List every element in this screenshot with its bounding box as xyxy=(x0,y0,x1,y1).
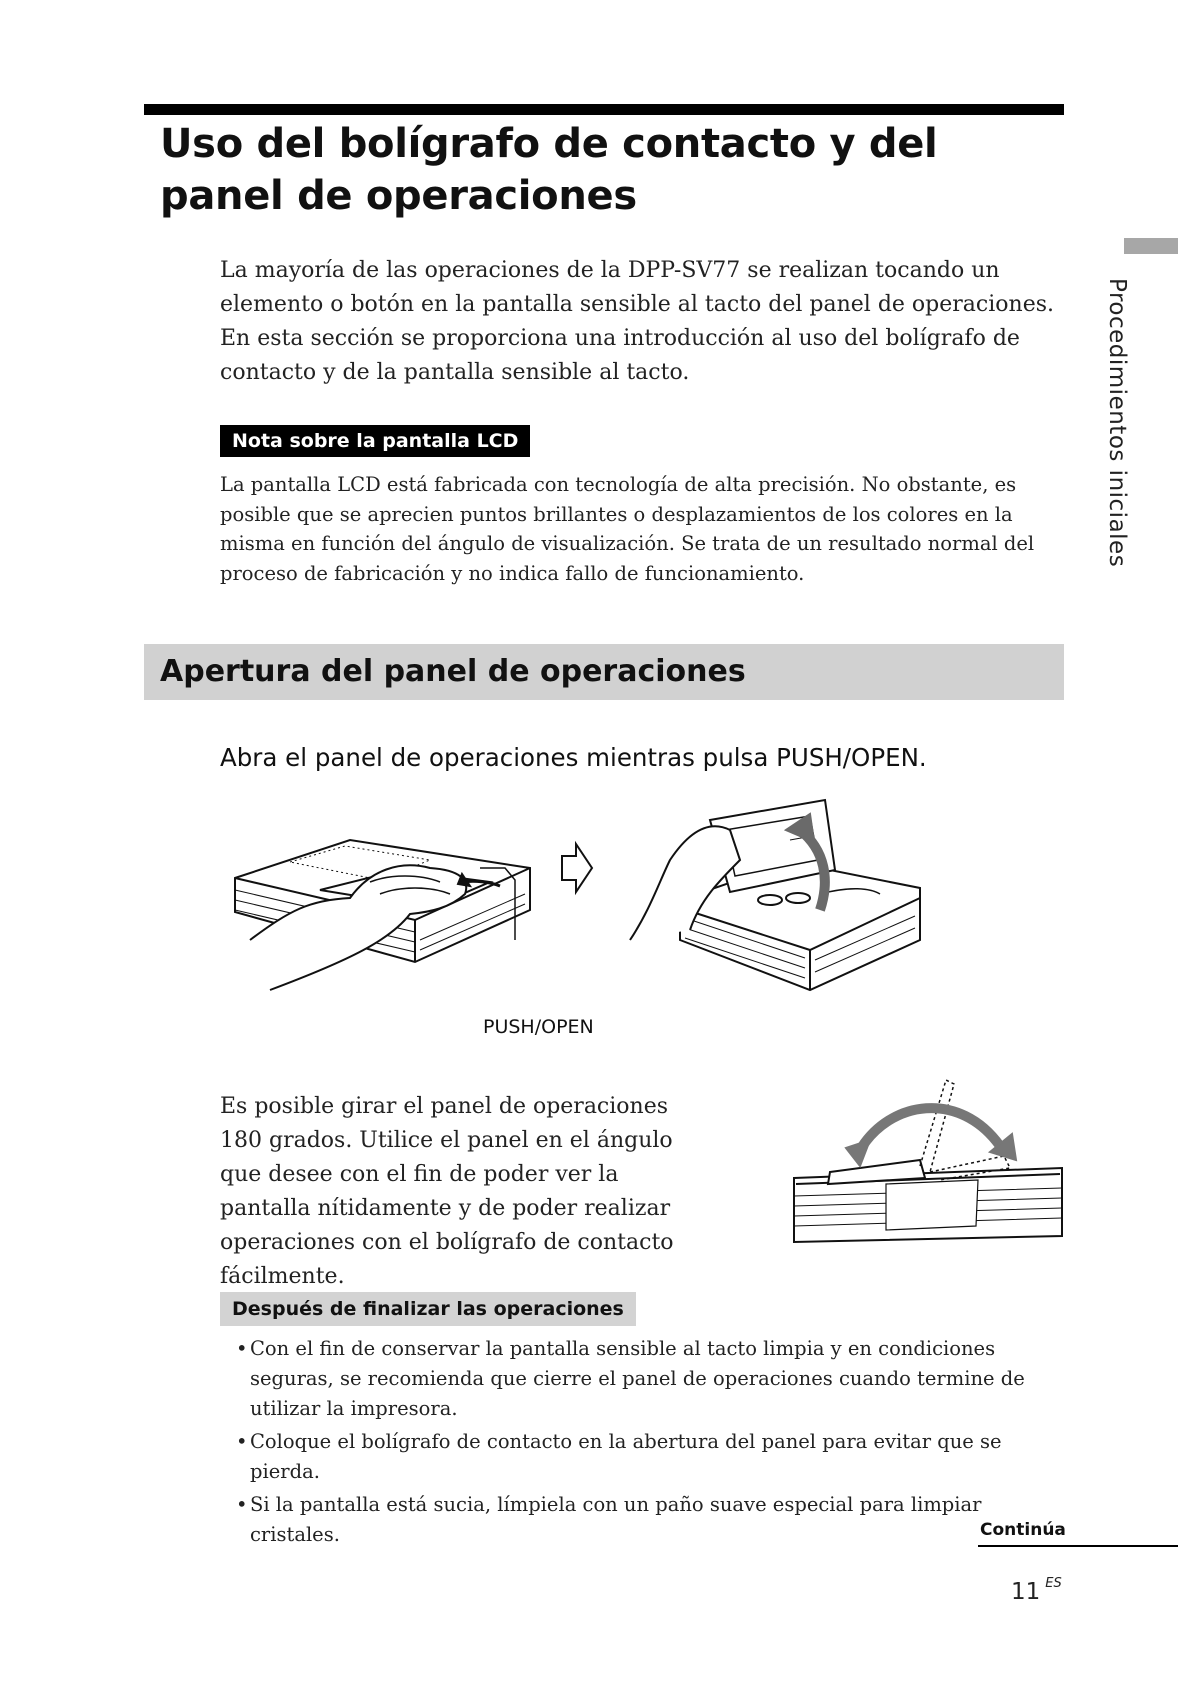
after-operations-heading: Después de finalizar las operaciones xyxy=(220,1292,636,1326)
page-number xyxy=(1011,1576,1062,1605)
printer-open-illustration xyxy=(230,790,1010,1050)
intro-paragraph: La mayoría de las operaciones de la DPP-SV77 se realizan tocando un elemento o botón en la pantalla sensible al tacto del panel de operaciones. En esta sección se proporciona una introducción al uso del bolígrafo de contacto y de la pantalla sensible al tacto. xyxy=(220,258,1054,385)
title-rule xyxy=(144,104,1064,115)
push-open-callout: PUSH/OPEN xyxy=(483,1016,594,1038)
note-paragraph: La pantalla LCD está fabricada con tecnología de alta precisión. No obstante, es posible que se aprecien puntos brillantes o desplazamientos de los colores en la misma en función del ángulo de visualización. Se trata de un resultado normal del proceso de fabricación y no indica fallo de funcionamiento. xyxy=(220,473,1035,585)
after-operations-list xyxy=(236,1334,1066,1553)
printer-opened-drawing xyxy=(630,800,920,990)
section-tab-marker xyxy=(1124,238,1178,254)
list-item: • Coloque el bolígrafo de contacto en la abertura del panel para evitar que se pierda. xyxy=(236,1427,1066,1487)
section-title: Apertura del panel de operaciones xyxy=(160,654,746,689)
printer-closed-drawing xyxy=(235,840,530,990)
list-item: • Con el fin de conservar la pantalla sensible al tacto limpia y en condiciones seguras, se recomienda que cierre el panel de operaciones cuando termine de utilizar la impresora. xyxy=(236,1334,1066,1424)
language-code: ES xyxy=(1045,1576,1062,1591)
side-tab-label: Procedimientos iniciales xyxy=(1104,278,1130,568)
rotate-paragraph: Es posible girar el panel de operaciones 180 grados. Utilice el panel en el ángulo que desee con el fin de poder ver la pantalla nítidamente y de poder realizar operaciones con el bolígrafo de contacto fácilmente. xyxy=(220,1094,674,1289)
list-item: • Si la pantalla está sucia, límpiela con un paño suave especial para limpiar cristales. xyxy=(236,1490,1066,1550)
page-number-value: 11 xyxy=(1011,1579,1041,1605)
page-title: Uso del bolígrafo de contacto y del panel de operaciones xyxy=(160,121,938,219)
panel-rotation-illustration xyxy=(790,1060,1070,1250)
direction-arrow-icon xyxy=(562,844,592,892)
continued-rule xyxy=(978,1545,1178,1547)
instruction-step: Abra el panel de operaciones mientras pulsa PUSH/OPEN. xyxy=(220,743,927,772)
note-heading: Nota sobre la pantalla LCD xyxy=(220,425,530,457)
continued-label: Continúa xyxy=(980,1520,1066,1540)
